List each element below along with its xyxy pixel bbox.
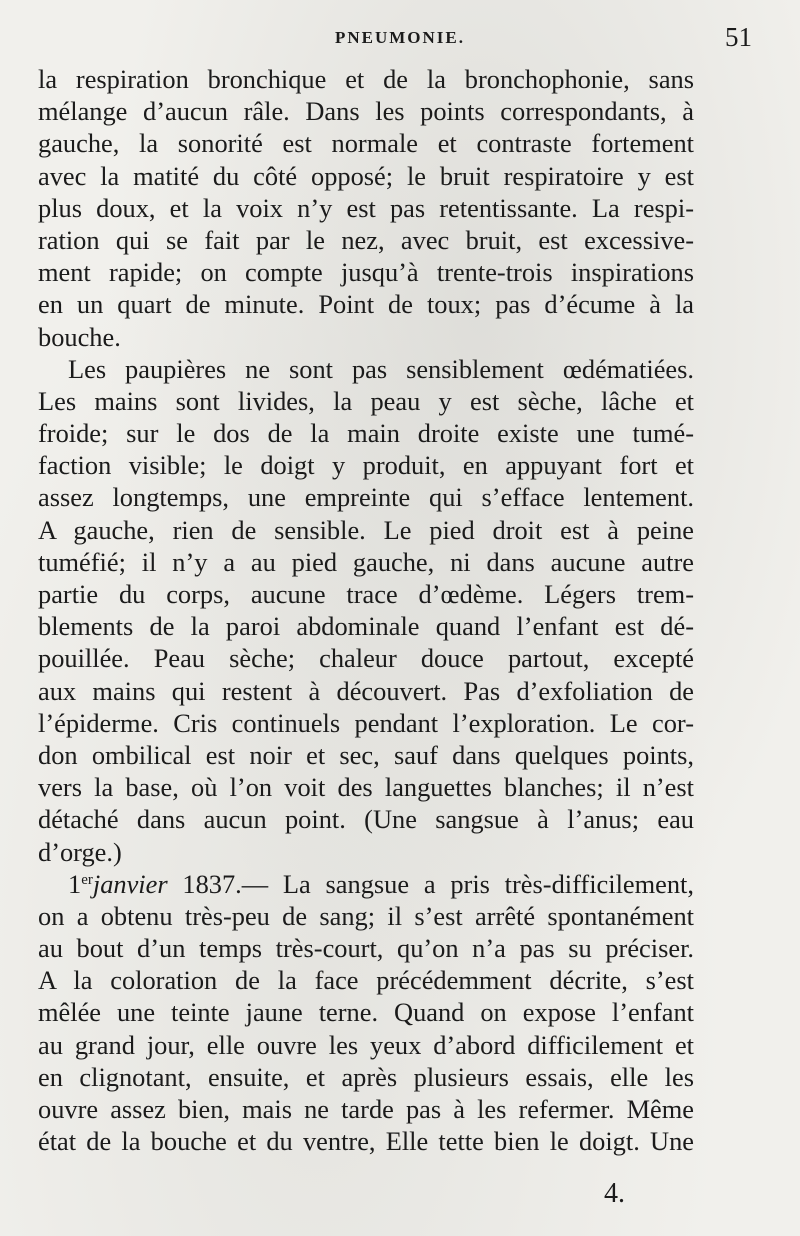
text-line: ration qui se fait par le nez, avec bruit, est excessive- bbox=[38, 224, 694, 255]
text-line: partie du corps, aucune trace d’œdème. Légers trem- bbox=[38, 579, 694, 609]
text-line: l’épiderme. Cris continuels pendant l’exploration. Le cor- bbox=[38, 707, 694, 738]
text-line: avec la matité du côté opposé; le bruit respiratoire y est bbox=[38, 160, 694, 191]
text-line: vers la base, où l’on voit des languettes blanches; il n’est bbox=[38, 772, 694, 803]
text-line: bouche. bbox=[38, 321, 121, 352]
text-line: état de la bouche et du ventre, Elle tette bien le doigt. Une bbox=[38, 1126, 694, 1157]
text-line: ment rapide; on compte jusqu’à trente-trois inspirations bbox=[38, 257, 694, 288]
text-line: don ombilical est noir et sec, sauf dans quelques points, bbox=[38, 739, 694, 770]
body-text bbox=[38, 63, 694, 1157]
text-line: aux mains qui restent à découvert. Pas d’exfoliation de bbox=[38, 675, 694, 706]
text-line: gauche, la sonorité est normale et contraste fortement bbox=[38, 128, 694, 159]
text-line: faction visible; le doigt y produit, en appuyant fort et bbox=[38, 450, 694, 481]
entry-date-day: 1 bbox=[68, 868, 82, 899]
text-line: assez longtemps, une empreinte qui s’efface lentement. bbox=[38, 482, 694, 513]
running-head: PNEUMONIE. bbox=[334, 28, 466, 47]
text-line: Les mains sont livides, la peau y est sèche, lâche et bbox=[38, 385, 694, 416]
text-line: blements de la paroi abdominale quand l’enfant est dé- bbox=[38, 611, 694, 642]
signature-mark: 4. bbox=[604, 1178, 625, 1209]
dated-entry-line bbox=[38, 868, 694, 900]
text-line: en un quart de minute. Point de toux; pas d’écume à la bbox=[38, 289, 694, 320]
text-line: A gauche, rien de sensible. Le pied droit est à peine bbox=[38, 514, 694, 545]
text-line: froide; sur le dos de la main droite existe une tumé- bbox=[38, 418, 694, 449]
text-line: mélange d’aucun râle. Dans les points correspondants, à bbox=[38, 96, 694, 127]
text-line: au bout d’un temps très-court, qu’on n’a pas su préciser. bbox=[38, 933, 694, 964]
entry-date-month: janvier bbox=[92, 868, 168, 899]
page-header bbox=[38, 22, 762, 58]
entry-date-ordinal: er bbox=[81, 871, 93, 888]
text-line: ouvre assez bien, mais ne tarde pas à les refermer. Même bbox=[38, 1094, 694, 1124]
entry-first-line: 1837.— La sangsue a pris très-difficilement, bbox=[167, 868, 694, 899]
text-line: détaché dans aucun point. (Une sangsue à l’anus; eau bbox=[38, 804, 694, 835]
text-line: A la coloration de la face précédemment décrite, s’est bbox=[38, 965, 694, 996]
text-line: plus doux, et la voix n’y est pas retentissante. La respi- bbox=[38, 192, 694, 223]
text-line: en clignotant, ensuite, et après plusieurs essais, elle les bbox=[38, 1061, 694, 1092]
text-line: mêlée une teinte jaune terne. Quand on expose l’enfant bbox=[38, 997, 694, 1028]
text-line: pouillée. Peau sèche; chaleur douce partout, excepté bbox=[38, 643, 694, 674]
page-number: 51 bbox=[725, 22, 752, 52]
text-line: on a obtenu très-peu de sang; il s’est arrêté spontanément bbox=[38, 900, 694, 931]
text-line: au grand jour, elle ouvre les yeux d’abord difficilement et bbox=[38, 1029, 694, 1060]
text-line: la respiration bronchique et de la bronchophonie, sans bbox=[38, 64, 694, 94]
text-line: Les paupières ne sont pas sensiblement œdématiées. bbox=[68, 353, 694, 384]
text-line: tuméfié; il n’y a au pied gauche, ni dans aucune autre bbox=[38, 546, 694, 577]
text-line: d’orge.) bbox=[38, 836, 122, 867]
